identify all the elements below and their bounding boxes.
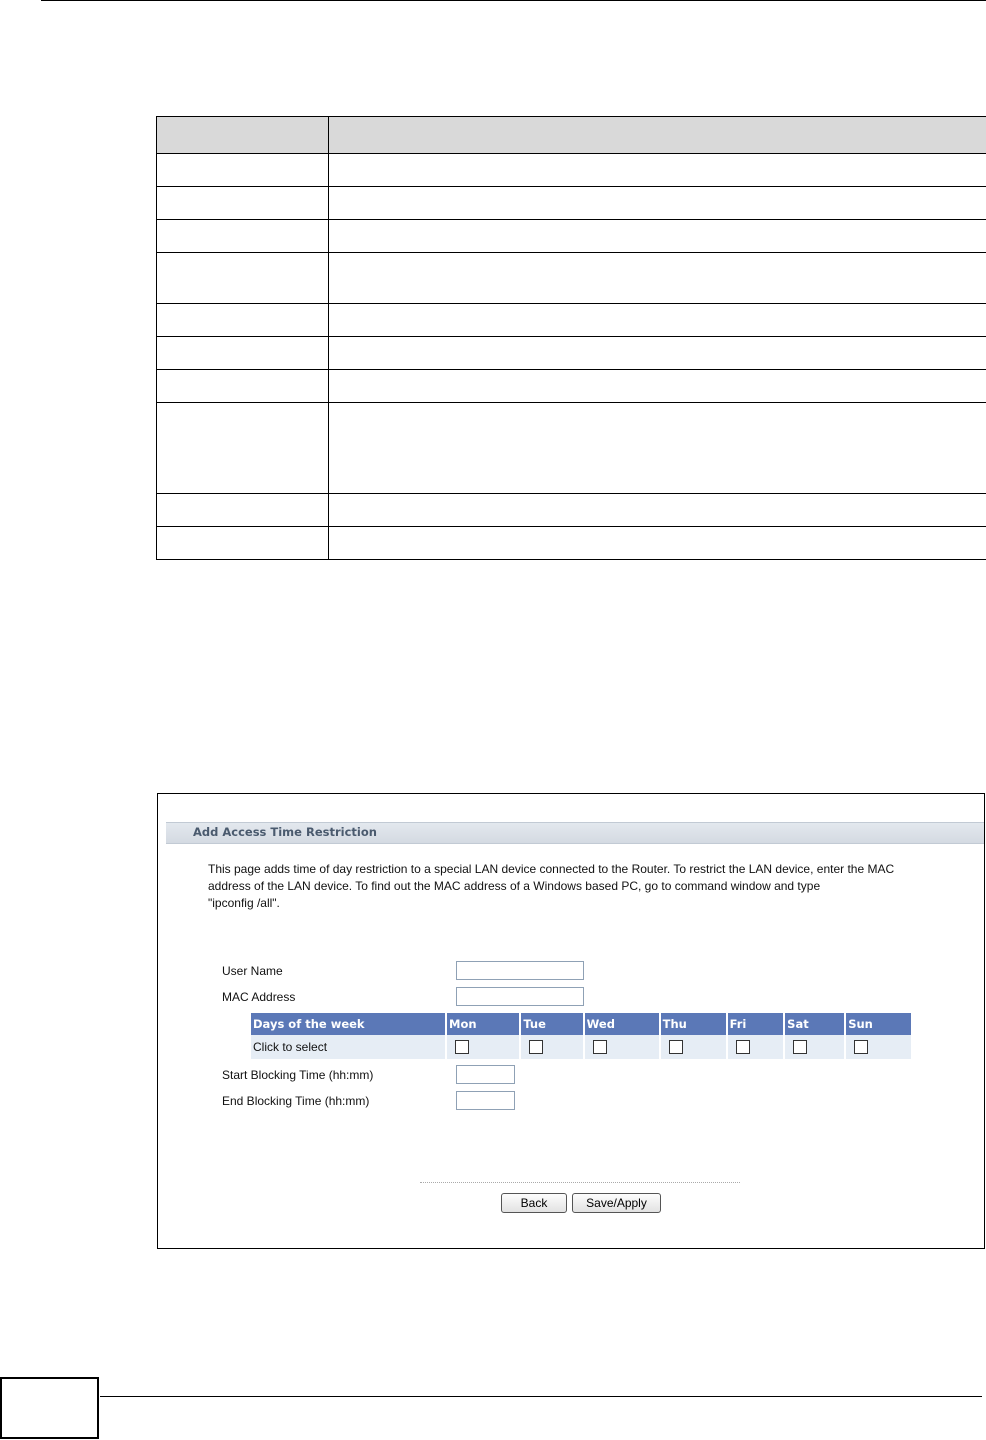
table-row	[157, 337, 986, 370]
table-row	[157, 220, 986, 253]
days-select-row	[251, 1035, 911, 1059]
field-description-table	[156, 116, 986, 560]
mac-address-label: MAC Address	[222, 990, 296, 1004]
table-row	[157, 253, 986, 304]
checkbox-mon[interactable]	[455, 1040, 469, 1054]
table-row	[157, 403, 986, 494]
checkbox-fri[interactable]	[736, 1040, 750, 1054]
day-header-wed: Wed	[584, 1013, 660, 1035]
user-name-label: User Name	[222, 964, 283, 978]
intro-line: "ipconfig /all".	[208, 896, 280, 910]
table-row	[157, 304, 986, 337]
top-rule	[41, 0, 986, 1]
table-row	[157, 187, 986, 220]
end-blocking-time-label: End Blocking Time (hh:mm)	[222, 1094, 370, 1108]
checkbox-thu[interactable]	[669, 1040, 683, 1054]
save-apply-button[interactable]: Save/Apply	[572, 1193, 661, 1213]
add-access-time-restriction-screenshot	[157, 793, 985, 1249]
checkbox-tue[interactable]	[529, 1040, 543, 1054]
start-blocking-time-label: Start Blocking Time (hh:mm)	[222, 1068, 374, 1082]
intro-line: This page adds time of day restriction to a special LAN device connected to the Router. To restrict the LAN device, enter the MAC	[208, 862, 895, 876]
intro-line: address of the LAN device. To find out the MAC address of a Windows based PC, go to command window and type	[208, 879, 821, 893]
back-button[interactable]: Back	[501, 1193, 567, 1213]
user-name-input[interactable]	[456, 961, 584, 980]
days-header-row	[251, 1013, 911, 1035]
checkbox-sat[interactable]	[793, 1040, 807, 1054]
table-row	[157, 494, 986, 527]
table-header-row	[157, 117, 986, 154]
divider	[420, 1182, 740, 1183]
day-header-tue: Tue	[520, 1013, 583, 1035]
table-row	[157, 527, 986, 560]
day-header-sun: Sun	[845, 1013, 911, 1035]
day-header-fri: Fri	[727, 1013, 785, 1035]
end-blocking-time-input[interactable]	[456, 1091, 515, 1110]
checkbox-wed[interactable]	[593, 1040, 607, 1054]
click-to-select-label: Click to select	[251, 1035, 446, 1059]
day-header-mon: Mon	[446, 1013, 520, 1035]
days-of-week-table	[251, 1013, 911, 1059]
section-title: Add Access Time Restriction	[193, 825, 377, 839]
day-header-sat: Sat	[784, 1013, 845, 1035]
checkbox-sun[interactable]	[854, 1040, 868, 1054]
table-row	[157, 370, 986, 403]
mac-address-input[interactable]	[456, 987, 584, 1006]
bottom-rule	[100, 1396, 982, 1397]
section-header-bar	[166, 822, 984, 844]
table-row	[157, 154, 986, 187]
days-header-label: Days of the week	[251, 1013, 446, 1035]
start-blocking-time-input[interactable]	[456, 1065, 515, 1084]
day-header-thu: Thu	[660, 1013, 727, 1035]
page-number-box	[0, 1377, 99, 1439]
intro-text	[208, 861, 968, 912]
